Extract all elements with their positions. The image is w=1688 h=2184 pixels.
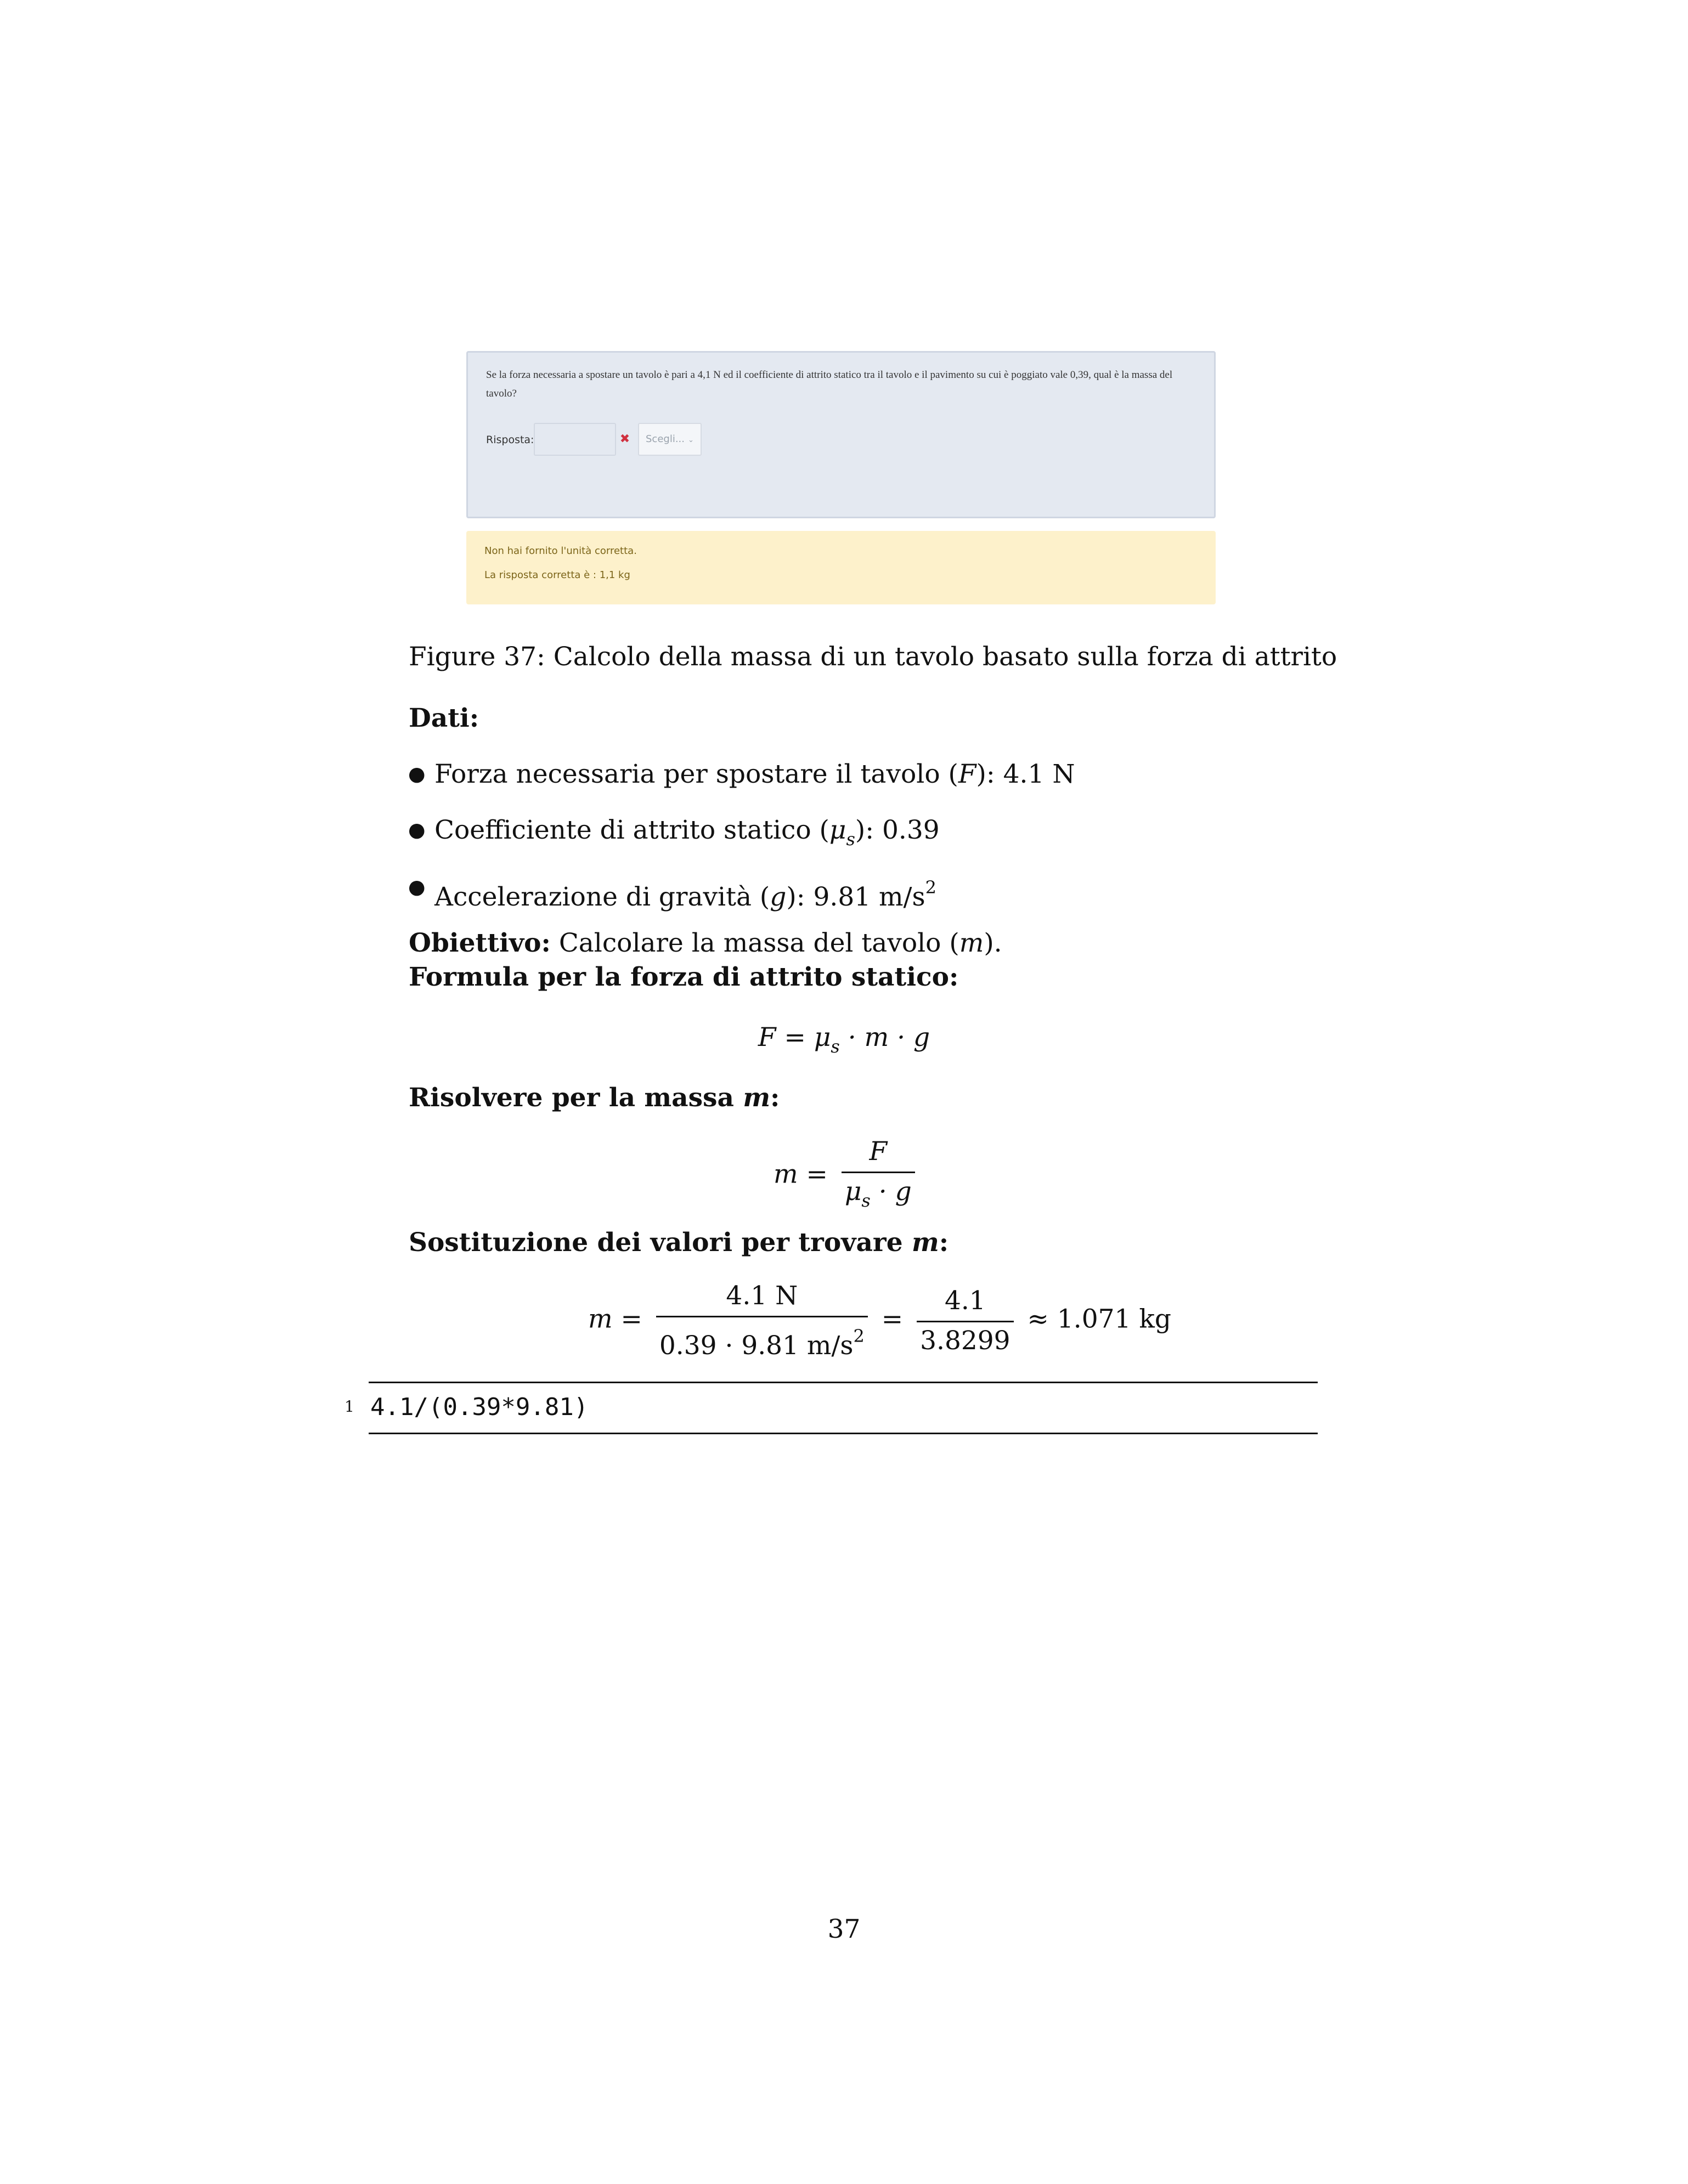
quiz-question-box [466,351,1216,518]
formula-massa: m = $\frac{F}{\mu_s \cdot g}$ [774,1136,921,1216]
code-line: 4.1/(0.39*9.81) [370,1393,589,1421]
bullet-icon: ● [408,876,426,898]
risolvere-heading: Risolvere per la massa m: [409,1083,780,1113]
wrong-answer-icon: ✖ [619,432,630,446]
fraction: $\frac{F}{\mu_s \cdot g}$ [842,1136,915,1216]
feedback-unit-message: Non hai fornito l'unità corretta. [484,545,637,557]
bullet-gravita: Accelerazione di gravità (g): 9.81 $m/s^2$ [434,877,936,912]
dati-heading: Dati: [409,703,479,733]
code-rule-bottom [369,1433,1318,1434]
fraction: $\frac{4.1 N}{0.39 \cdot 9.81 m/s^2}$ [656,1281,868,1361]
unit-select[interactable] [638,423,702,456]
sostituzione-heading: Sostituzione dei valori per trovare m: [409,1227,949,1258]
bullet-forza: Forza necessaria per spostare il tavolo (F): 4.1 N [434,759,1075,789]
page-number: 37 [827,1914,861,1944]
chevron-down-icon: ⌄ [688,436,694,444]
formula-sostituzione: m = $\frac{4.1 N}{0.39 \cdot 9.81 m/s^2}$ = $\frac{4.1}{3.8299}$ ≈ 1.071 kg [588,1281,1171,1361]
unit-select-value: Scegli... [646,433,685,445]
answer-label: Risposta: [486,434,534,446]
formula-attrito: $F = \mu_s \cdot m \cdot g$ [758,1022,930,1057]
code-line-number: 1 [345,1397,354,1416]
feedback-correct-answer: La risposta corretta è : 1,1 kg [484,569,630,581]
quiz-question-text: Se la forza necessaria a spostare un tavolo è pari a 4,1 N ed il coefficiente di attrito statico tra il tavolo e il pavimento su cui è poggiato vale 0,39, qual è la massa del tavolo? [486,369,1173,399]
bullet-coefficiente: Coefficiente di attrito statico $(\mu_s)$: 0.39 [434,815,940,850]
bullet-icon: ● [408,763,426,785]
figure-caption: Figure 37: Calcolo della massa di un tavolo basato sulla forza di attrito [409,642,1337,672]
fraction: $\frac{4.1}{3.8299}$ [917,1286,1013,1356]
feedback-box [466,531,1216,604]
formula-heading: Formula per la forza di attrito statico: [409,962,959,992]
code-rule-top [369,1382,1318,1383]
bullet-icon: ● [408,819,426,841]
obiettivo-line: Obiettivo: Calcolare la massa del tavolo (m). [409,928,1002,958]
answer-input[interactable] [534,423,616,456]
